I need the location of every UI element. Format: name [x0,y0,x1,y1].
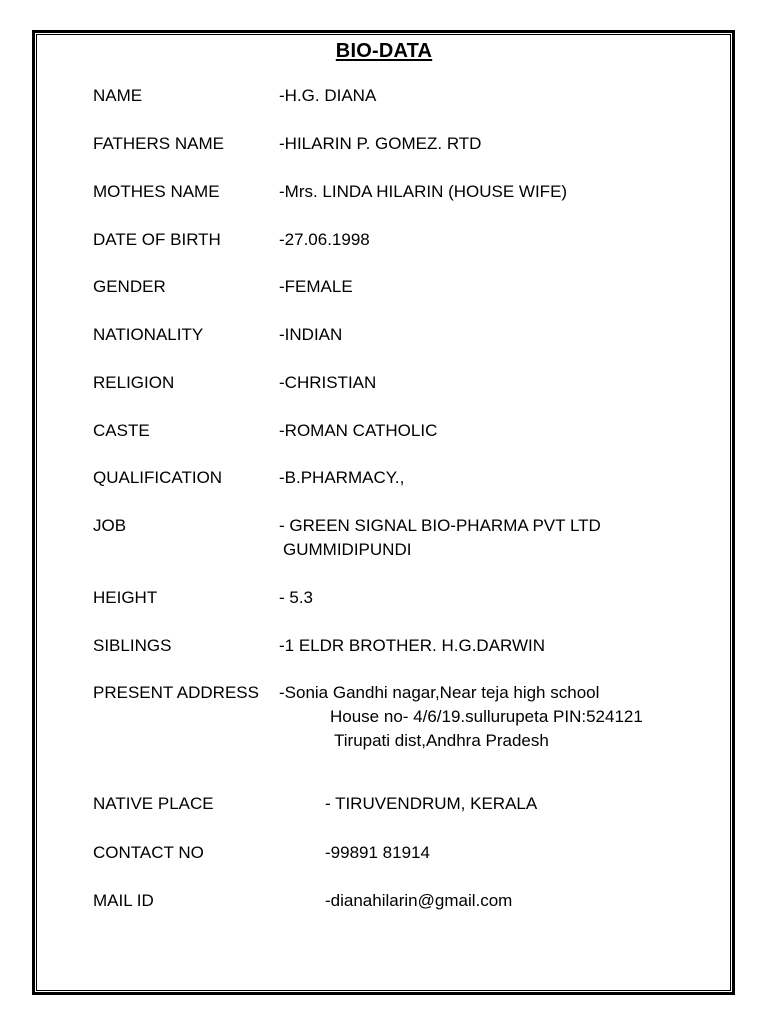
field-label: CASTE [93,421,150,440]
field-label: MAIL ID [93,891,154,910]
field-label: NATIONALITY [93,325,204,344]
field-value-line: - GREEN SIGNAL BIO-PHARMA PVT LTD [279,516,601,535]
field-label: PRESENT ADDRESS [93,683,259,702]
field-label: DATE OF BIRTH [93,230,221,249]
field-label: MOTHES NAME [93,182,220,201]
field-label: QUALIFICATION [93,468,223,487]
field-value: - TIRUVENDRUM, KERALA [325,794,538,813]
field-value: -1 ELDR BROTHER. H.G.DARWIN [279,636,546,655]
field-value-line: House no- 4/6/19.sullurupeta PIN:524121 [330,707,643,726]
field-value [279,514,601,562]
document-title: BIO-DATA [335,40,433,62]
field-label: GENDER [93,277,166,296]
field-label: HEIGHT [93,588,158,607]
field-label: JOB [93,516,127,535]
field-value-line: -Sonia Gandhi nagar,Near teja high school [279,683,600,702]
field-label: FATHERS NAME [93,134,224,153]
field-value: -99891 81914 [325,843,430,862]
field-value: -FEMALE [279,277,353,296]
field-label: CONTACT NO [93,843,204,862]
field-value: -Mrs. LINDA HILARIN (HOUSE WIFE) [279,182,568,201]
field-value: -CHRISTIAN [279,373,377,392]
field-value: - 5.3 [279,588,314,607]
field-value: -dianahilarin@gmail.com [325,891,513,910]
field-label: NATIVE PLACE [93,794,214,813]
field-value: -27.06.1998 [279,230,370,249]
field-value-line: GUMMIDIPUNDI [283,540,412,559]
field-value: -ROMAN CATHOLIC [279,421,438,440]
field-value: -INDIAN [279,325,343,344]
field-value [279,681,643,753]
field-label: SIBLINGS [93,636,172,655]
field-value: -H.G. DIANA [279,86,377,105]
field-value: -HILARIN P. GOMEZ. RTD [279,134,482,153]
field-value-line: Tirupati dist,Andhra Pradesh [334,731,549,750]
field-label: NAME [93,86,143,105]
field-label: RELIGION [93,373,175,392]
field-value: -B.PHARMACY., [279,468,405,487]
